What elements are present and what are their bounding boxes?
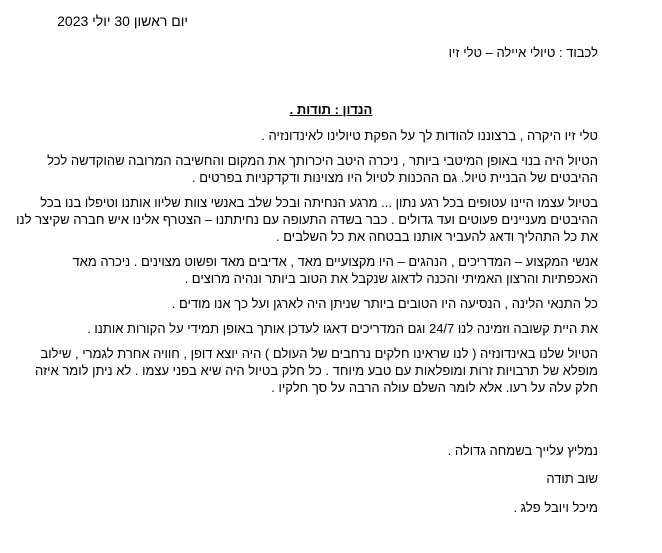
letter-date: יום ראשון 30 יולי 2023	[57, 13, 188, 29]
letter-thanks: שוב תודה	[546, 471, 598, 486]
paragraph-summary: הטיול שלנו באינדונזיה ( לנו שראינו חלקים נרחבים של העולם ) היה יוצא דופן , חוויה אחרת לגמרי , שילוב מופלא של תרבויות זרות ומופלאות עם טבע מיוחד . כל חלק בטיול היה שיא בפני עצמו . לא ניתן לומר איזה חלק עלה על רעו. אלא לומר השלם עולה הרבה על סך חלקיו .	[35, 346, 598, 395]
paragraph-support: בטיול עצמו היינו עטופים בכל רגע נתון ... מרגע הנחיתה ובכל שלב באנשי צוות שליוו אותנו וטיפלו בנו בכל ההיבטים מעניינים פעוטים ועד גדולים . כבר בשדה התעופה עם נחיתתנו – הצטרף אלינו איש חברה שקיצר לנו את כל התהליך ודאג להעביר אותנו בבטחה את כל השלבים .	[16, 195, 598, 244]
letter-body	[13, 127, 598, 404]
letter-recipient: לכבוד : טיולי איילה – טלי זיו	[448, 45, 598, 60]
letter-subject: הנדון : תודות .	[289, 102, 373, 117]
paragraph-availability: את היית קשובה וזמינה לנו 24/7 וגם המדריכים דאגו לעדכן אותך באופן תמידי על הקורות אותנו .	[87, 321, 598, 336]
paragraph-planning: הטיול היה בנוי באופן המיטבי ביותר , ניכרה היטב היכרותך את המקום והחשיבה המרובה שהוקדשה לכל ההיבטים של הבניית טיול. גם ההכנות לטיול היו מצוינות ודקדקניות בפרטים .	[47, 153, 598, 185]
paragraph-guides: אנשי המקצוע – המדריכים , הנהגים – היו מקצועיים מאד , אדיבים מאד ופשוט מצוינים . ניכרה מאד האכפתיות והרצון האמיתי והכנה לדאוג שנקבל את הטוב ביותר ונהיה מרוצים .	[72, 254, 598, 286]
paragraph-lodging: כל התנאי הלינה , הנסיעה היו הטובים ביותר שניתן היה לארגן ועל כך אנו מודים .	[171, 296, 598, 311]
letter-signature: מיכל ויובל פלג .	[513, 500, 598, 515]
letter-closing: נמליץ עלייך בשמחה גדולה .	[447, 443, 598, 458]
paragraph-greeting: טלי זיו היקרה , ברצוננו להודות לך על הפקת טיולינו לאינדונזיה .	[261, 128, 598, 143]
